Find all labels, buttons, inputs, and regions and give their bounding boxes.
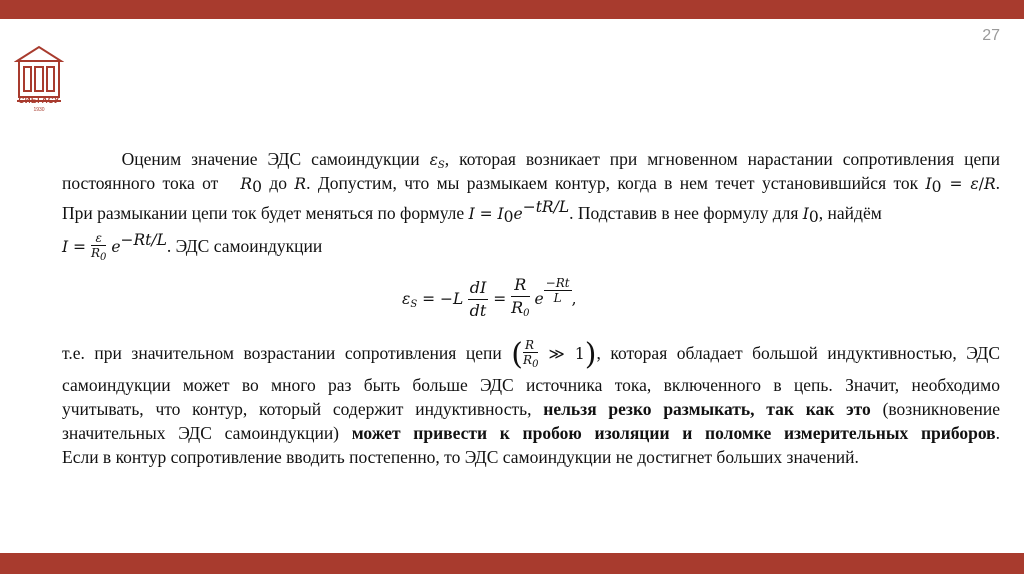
paragraph1-line4: I = $\frac{\varepsilon}{R_0}$ $e^{-Rt/L}$. ЭДС самоиндукции <box>62 230 323 263</box>
logo-caption: СИБГАСУ <box>18 96 60 105</box>
paragraph2-line1: т.е. при значительном возрастании сопротивления цепи ( $\frac{R}{R_0}$ ≫ 1), которая обладает большой индуктивностью, ЭДС <box>62 337 1000 372</box>
bottom-accent-bar <box>0 553 1024 574</box>
paragraph2-line5: Если в контур сопротивление вводить постепенно, то ЭДС самоиндукции не достигнет больших значений. <box>62 447 859 467</box>
logo-year: 1930 <box>33 107 45 113</box>
paragraph2-line3: учитывать, что контур, который содержит индуктивность, нельзя резко размыкать, так как это (возникновение <box>62 399 1000 419</box>
emf-formula: $\varepsilon_S = -L$ $\frac{dI}{dt}$ = $\frac{R}{R_0}$ e $^{\frac{-Rt}{L}}$ , <box>402 275 577 321</box>
page-number: 27 <box>982 27 1000 44</box>
paragraph1-line1: Оценим значение ЭДС самоиндукции $\varepsilon_S$, которая возникает при мгновенном нарастании сопротивления цепи <box>121 149 1001 171</box>
paragraph2-line4: значительных ЭДС самоиндукции) может привести к пробою изоляции и поломке измерительных приборов. <box>62 423 1000 443</box>
paragraph1-line3: При размыкании цепи ток будет меняться по формуле $I = I_0e^{-tR/L}$. Подставив в нее формулу для $I_0$, найдём <box>62 198 882 226</box>
paragraph1-line2: постоянного тока от $R_0$ до R. Допустим, что мы размыкаем контур, когда в нем течет установившийся ток $I_0 = \varepsilon/R$. <box>62 173 1001 196</box>
top-accent-bar <box>0 0 1024 19</box>
paragraph2-line2: самоиндукции может во много раз быть больше ЭДС источника тока, включенного в цепь. Значит, необходимо <box>62 375 1000 395</box>
